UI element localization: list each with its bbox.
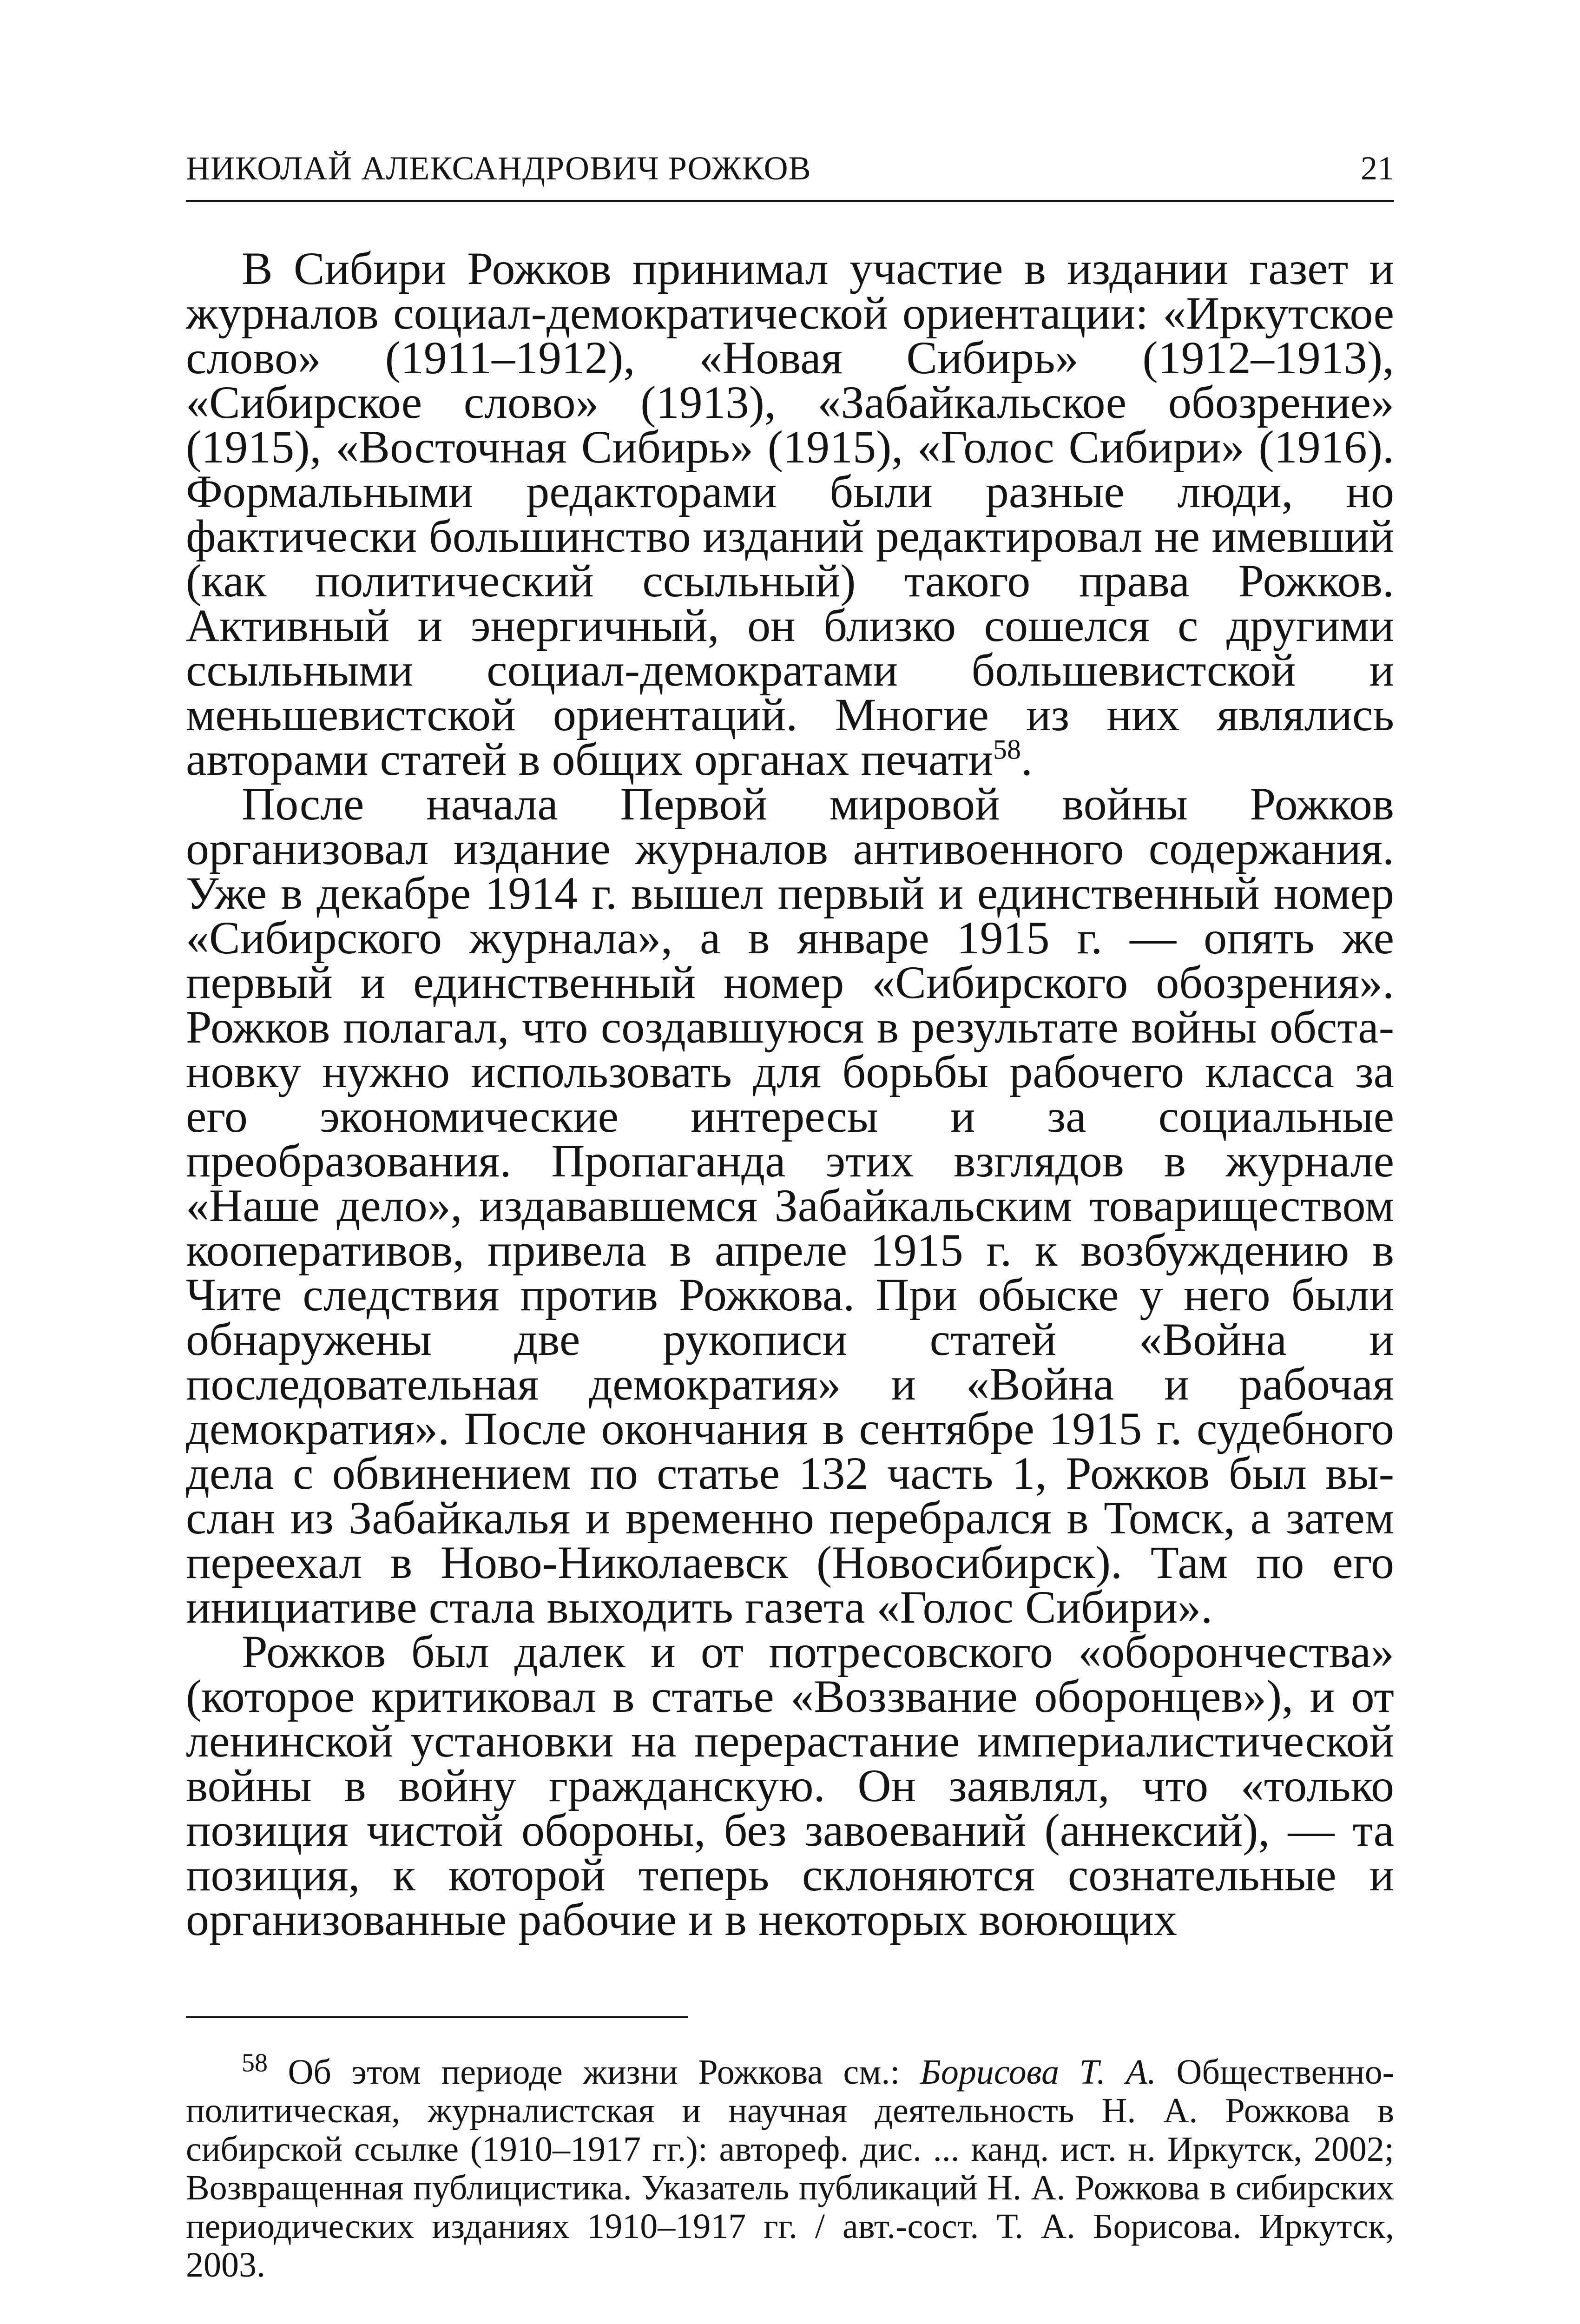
paragraph-3: Рожков был далек и от потресовского «оборончества» (которое критиковал в статье «Воззвание оборонцев»), и от ленинской установки на перерастание империалистической войны в войну гражданскую. Он заявлял, что «только позиция чистой обороны, без завоеваний (аннексий), — та позиция, к которой теперь склоняются сознательные и организованные рабочие и в некоторых воюющих bbox=[186, 1626, 1394, 1945]
footnote-reference-58: 58 bbox=[993, 734, 1021, 765]
footnote-text: Общественно-политическая, журналистская и научная деятельность Н. А. Рожкова в сибирской ссылке (1910–1917 гг.): автореф. дис. ... канд. ист. н. Иркутск, 2002; Возвращенная публицистика. Указатель публикаций Н. А. Рожкова в сибирских периодических изданиях 1910–1917 гг. / авт.-сост. Т. А. Борисова. Иркутск, 2003. bbox=[186, 2053, 1394, 2284]
footnote-number: 58 bbox=[242, 2048, 268, 2078]
footnote-58 bbox=[186, 2048, 1394, 2284]
page-number: 21 bbox=[1361, 150, 1394, 187]
running-header bbox=[186, 130, 1394, 202]
paragraph-1-tail: . bbox=[1021, 733, 1033, 785]
footnote-lead: Об этом периоде жизни Рожкова см.: bbox=[288, 2053, 900, 2092]
running-title: НИКОЛАЙ АЛЕКСАНДРОВИЧ РОЖКОВ bbox=[186, 150, 811, 187]
body-text bbox=[186, 243, 1394, 1945]
paragraph-1 bbox=[186, 243, 1394, 785]
footnote-author: Борисова Т. А. bbox=[920, 2053, 1157, 2092]
book-page bbox=[186, 130, 1394, 2284]
paragraph-2: После начала Первой мировой войны Рожков организовал издание журналов антивоенного содержания. Уже в декабре 1914 г. вышел первый и единственный номер «Сибирского журнала», а в январе 1915 г. — опять же первый и единственный номер «Сибирского обозрения». Рожков полагал, что создавшуюся в результате войны обстановку нужно использовать для борьбы рабочего класса за его экономические интересы и за социальные преобразования. Пропаганда этих взглядов в журнале «Наше дело», издававшемся Забайкальским товариществом кооперативов, привела в апреле 1915 г. к возбуждению в Чите следствия против Рожкова. При обыске у него были обнаружены две рукописи статей «Война и последовательная демократия» и «Война и рабочая демократия». После окончания в сентябре 1915 г. судебного дела с обвинением по статье 132 часть 1, Рожков был выслан из Забайкалья и временно перебрался в Томск, а затем переехал в Ново-Николаевск (Новосибирск). Там по его инициативе стала выходить газета «Голос Сибири». bbox=[186, 778, 1394, 1633]
paragraph-1-text: В Сибири Рожков принимал участие в издании газет и журналов социал-демократической ориентации: «Иркутское слово» (1911–1912), «Новая Сибирь» (1912–1913), «Сибирское слово» (1913), «Забайкальское обозрение» (1915), «Восточная Сибирь» (1915), «Голос Сибири» (1916). Формальными редакторами были разные люди, но фактически большинство изданий редактировал не имевший (как политический ссыльный) такого права Рожков. Активный и энергичный, он близко сошелся с другими ссыльными социал-демократами большевистской и меньшевистской ориентаций. Многие из них являлись авторами статей в общих органах печати bbox=[186, 243, 1394, 785]
footnote-divider bbox=[186, 2016, 688, 2018]
